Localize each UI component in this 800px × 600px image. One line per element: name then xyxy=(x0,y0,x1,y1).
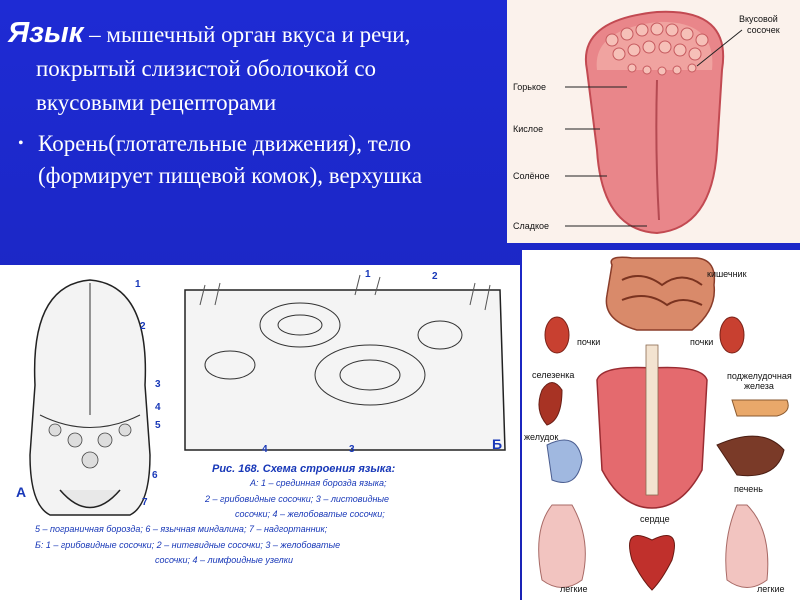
label-heart: сердце xyxy=(640,514,670,524)
num-b-1: 1 xyxy=(365,269,371,280)
label-lungs-right: легкие xyxy=(757,584,785,594)
num-a-3: 3 xyxy=(155,379,161,390)
caption-line-5: Б: 1 – грибовидные сосочки; 2 – нитевидные сосочки; 3 – желобоватые xyxy=(35,540,341,550)
num-a-4: 4 xyxy=(155,402,161,413)
label-pancreas-2: железа xyxy=(744,381,774,391)
papilla-label-1: Вкусовой xyxy=(739,14,778,24)
bullet-paragraph xyxy=(8,128,498,192)
label-spleen: селезенка xyxy=(532,370,575,380)
num-a-7: 7 xyxy=(142,497,148,508)
bullet-icon: • xyxy=(18,135,24,152)
num-a-6: 6 xyxy=(152,470,158,481)
zone-salty: Солёное xyxy=(513,171,550,181)
definition-line-2: покрытый слизистой оболочкой со xyxy=(36,56,377,81)
slide-text xyxy=(8,16,498,192)
figure-label-a: А xyxy=(16,484,27,500)
bullet-line-2: (формирует пищевой комок), верхушка xyxy=(38,163,423,188)
zone-sweet: Сладкое xyxy=(513,221,550,231)
tongue-organs-image xyxy=(522,250,800,600)
label-intestine: кишечник xyxy=(707,269,747,279)
caption-line-6: сосочки; 4 – лимфоидные узелки xyxy=(155,555,293,565)
definition-line-3: вкусовыми рецепторами xyxy=(36,90,277,115)
num-a-1: 1 xyxy=(135,279,141,290)
definition-line-1: – мышечный орган вкуса и речи, xyxy=(83,22,411,47)
definition-paragraph xyxy=(8,16,498,120)
figure-label-b: Б xyxy=(492,436,503,452)
bullet-line-1: Корень(глотательные движения), тело xyxy=(38,131,411,156)
zone-bitter: Горькое xyxy=(513,82,547,92)
label-stomach: желудок xyxy=(524,432,559,442)
num-b-4: 4 xyxy=(262,444,268,455)
label-kidneys-left: почки xyxy=(577,337,601,347)
caption-title: Рис. 168. Схема строения языка: xyxy=(212,463,396,475)
caption-line-1: А: 1 – срединная борозда языка; xyxy=(250,478,387,488)
label-pancreas-1: поджелудочная xyxy=(727,371,792,381)
caption-line-2: 2 – грибовидные сосочки; 3 – листовидные xyxy=(205,494,390,504)
label-lungs-left: легкие xyxy=(560,584,588,594)
label-kidneys-right: почки xyxy=(690,337,714,347)
num-b-2: 2 xyxy=(432,271,438,282)
caption-line-4: 5 – пограничная борозда; 6 – язычная миндалина; 7 – надгортанник; xyxy=(35,524,328,534)
term-title: Язык xyxy=(8,17,84,49)
zone-sour: Кислое xyxy=(513,124,544,134)
label-liver: печень xyxy=(734,484,763,494)
papilla-label-2: сосочек xyxy=(747,25,780,35)
tongue-structure-image xyxy=(0,265,520,600)
taste-zones-image xyxy=(507,0,800,243)
num-a-5: 5 xyxy=(155,420,161,431)
num-b-3: 3 xyxy=(349,444,355,455)
num-a-2: 2 xyxy=(140,321,146,332)
caption-line-3: сосочки; 4 – желобоватые сосочки; xyxy=(235,509,385,519)
